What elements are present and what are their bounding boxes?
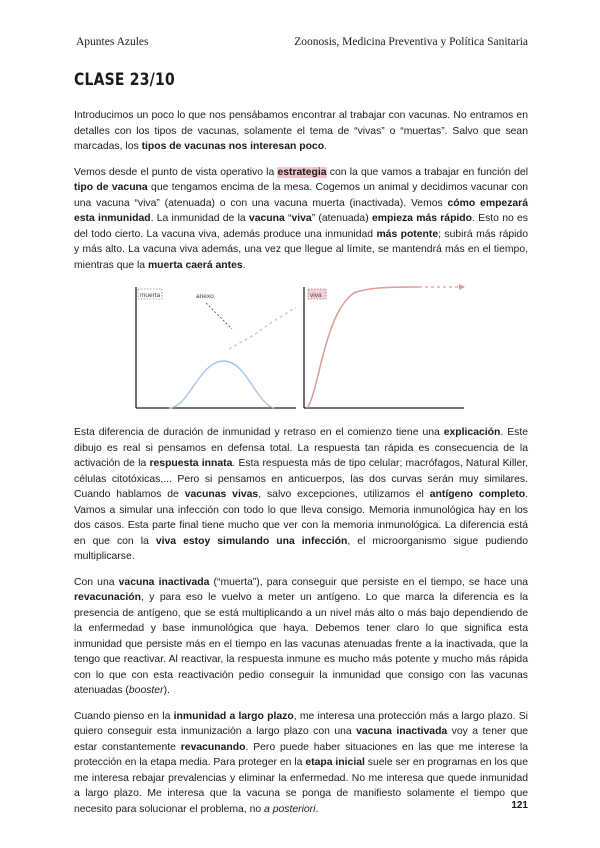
text-run: Cuando pienso en la (74, 710, 174, 722)
bold-text-run: explicación (443, 427, 501, 438)
immunity-figure (74, 283, 528, 413)
bold-text-run: vacunas vivas (184, 489, 259, 500)
arrow-head-icon (459, 284, 465, 290)
inactivated-vaccine-curve (169, 361, 274, 408)
label-anexo: anexo (196, 293, 214, 300)
immunity-curves-graphic (74, 283, 528, 413)
paragraph (74, 709, 528, 818)
text-run: Esta diferencia de duración de inmunidad y retraso en el comienzo tiene una (74, 427, 444, 438)
bold-text-run: cómo empezará esta inmunidad (74, 197, 528, 224)
paragraph (74, 575, 528, 699)
page-title: CLASE 23/10 (74, 70, 175, 90)
text-run: . Pero puede haber situaciones en las que me interese la protección en la etapa media. Para proteger en la (74, 741, 528, 768)
bold-text-run: estrategia (277, 166, 327, 178)
bold-text-run: etapa inicial (305, 757, 365, 768)
bold-text-run: tipos de vacunas nos interesan poco (141, 141, 325, 152)
text-run: que tengamos encima de la mesa. Cogemos un animal y decidimos vacunar con una vacuna “viva” (atenuada) o con una vacuna muerta (inactivada). Vemos (74, 182, 529, 209)
text-run: Con una (74, 576, 119, 588)
text-run: Vemos desde el punto de vista operativo la (74, 166, 278, 178)
paragraph (74, 165, 528, 274)
bold-text-run: respuesta innata (149, 458, 233, 469)
text-run: “ (284, 213, 292, 224)
header-right: Zoonosis, Medicina Preventiva y Política Sanitaria (294, 36, 528, 48)
text-run: con la que vamos a trabajar en función del (326, 166, 529, 178)
bold-text-run: muerta caerá antes (147, 259, 243, 271)
bold-text-run: vacuna (248, 213, 285, 224)
text-run: . Esto no es del todo cierto. La vacuna viva, además produce una inmunidad (74, 213, 529, 240)
text-run: . Esta respuesta más de tipo celular; macrófagos, Natural Killer, células citotóxicas,... Pero si pensamos en anticuerpos, las dos curvas serán muy similares. Cuando hablamos de (74, 458, 529, 500)
bold-text-run: inmunidad a largo plazo (173, 710, 294, 722)
bold-text-run: revacunación (74, 592, 141, 603)
text-run: , me interesa una protección más a largo plazo. Si quiero conseguir esta inmunización a largo plazo con una (74, 710, 528, 737)
text-run: suele ser en programas en los que me interesa rebajar prevalencias y eliminar la enfermedad. No me interesa que quede inmunidad a largo plazo. Me interesa que la vacuna se ponga de manifiesto solamente el tiempo que necesito para solucionar el problema, no (74, 757, 528, 815)
bold-text-run: tipo de vacuna (74, 182, 148, 193)
text-run: . (242, 259, 246, 271)
text-run: , el microorganismo sigue pudiendo multiplicarse. (74, 535, 528, 562)
bold-text-run: viva estoy simulando una infección (155, 535, 348, 547)
text-run: . Este dibujo es real si pensamos en defensa total. La respuesta tan rápida es consecuencia de la activación de la (74, 427, 528, 469)
italic-text-run: booster (128, 685, 164, 696)
document-body (74, 108, 528, 827)
text-run: . Vamos a simular una infección con todo lo que lleva consigo. Memoria inmunológica hay en los dos casos. Esta parte final tiene mucho que ver con la memoria inmunológica. La diferencia está en que con la (74, 489, 528, 547)
text-run: voy a tener que estar constantemente (74, 726, 529, 753)
paragraph (74, 108, 528, 155)
label-viva: viva (310, 292, 322, 299)
text-run: (“muerta”), para conseguir que persiste en el tiempo, se hace una (209, 576, 529, 588)
page-number: 121 (511, 800, 528, 811)
annotation-line (206, 303, 232, 329)
bold-text-run: antígeno completo (429, 489, 526, 500)
header-left: Apuntes Azules (76, 36, 149, 48)
bold-text-run: vacuna inactivada (118, 576, 210, 588)
bold-text-run: viva (291, 213, 312, 224)
text-run: . (324, 141, 327, 152)
text-run: ; subirá más rápido y más alto. La vacuna viva además, una vez que llegue al límite, se mantendrá más en el tiempo, mientras que la (74, 228, 528, 271)
text-run: ). (163, 685, 170, 696)
bold-text-run: más potente (376, 228, 439, 240)
live-vaccine-curve (307, 287, 419, 408)
text-run: Introducimos un poco lo que nos pensábamos encontrar al trabajar con vacunas. No entramos en detalles con los tipos de vacunas, solamente el tema de “vivas” o “muertas”. Salvo que sean marcadas, los (74, 110, 528, 152)
bold-text-run: vacuna inactivada (356, 726, 448, 737)
bold-text-run: empieza más rápido (371, 213, 473, 224)
revaccination-curve-dashed (229, 308, 296, 349)
paragraph (74, 425, 528, 565)
text-run: , y para eso le vuelvo a meter un antígeno. Lo que marca la diferencia es la presencia de antígeno, que se está multiplicando a un nivel más alto o más bajo dependiendo de la enfermedad y base inmunológica que haya. Debemos tener claro lo que significa esta inmunidad que persiste más en el tiempo en las vacunas atenuadas frente a la inactivada, que la tengo que reactivar. Al reactivar, la respuesta inmune es mucho más potente y mucho más rápida con lo que con esta reactivación pedio conseguir la inmunidad que consigo con las vacunas atenuadas ( (74, 592, 528, 696)
text-run: , salvo excepciones, utilizamos el (258, 489, 430, 500)
text-run: . (315, 803, 319, 815)
bold-text-run: revacunando (180, 741, 246, 753)
label-muerta: muerta (140, 292, 161, 299)
text-run: . La inmunidad de la (150, 213, 249, 224)
text-run: ” (atenuada) (311, 213, 372, 224)
italic-text-run: a posteriori (264, 803, 316, 815)
